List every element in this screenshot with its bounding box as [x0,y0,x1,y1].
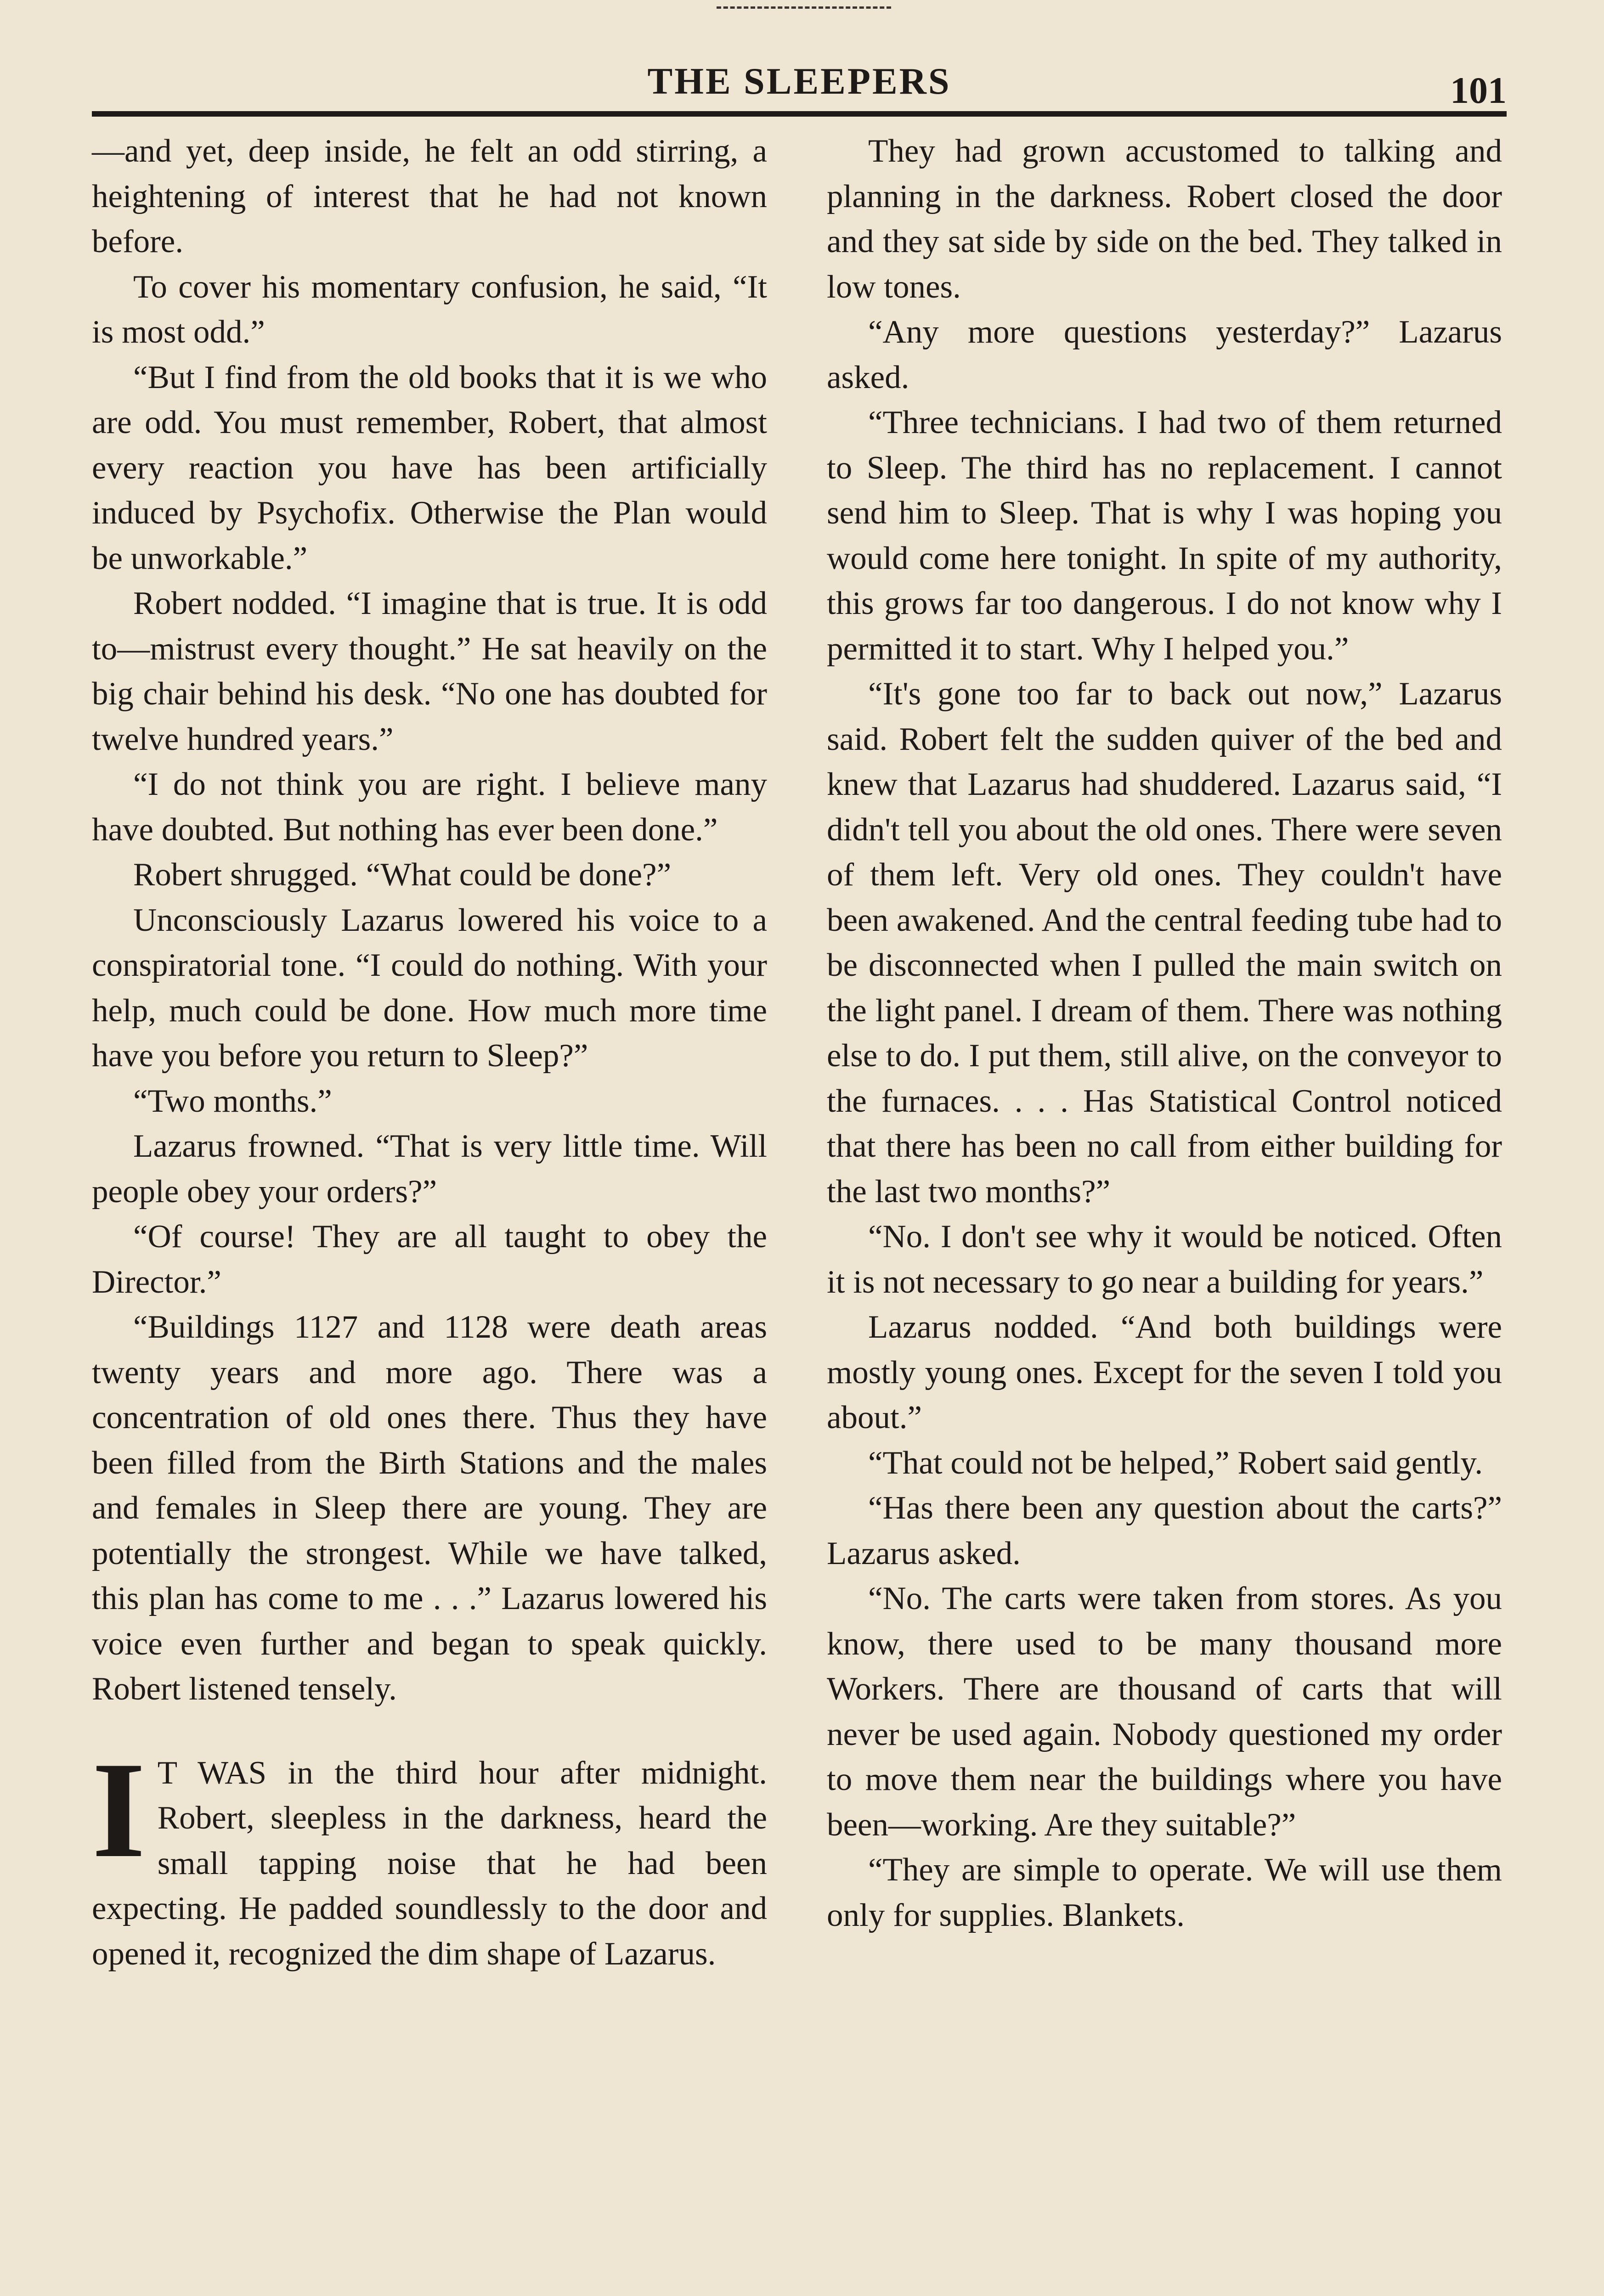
paragraph: “Three technicians. I had two of them returned to Sleep. The third has no replacement. I cannot send him to Sleep. That is why I was hoping you would come here tonight. In spite of my authority, this grows far too dangerous. I do not know why I permitted it to start. Why I helped you.” [827,405,1502,667]
paragraph: “Of course! They are all taught to obey the Director.” [92,1219,767,1300]
paragraph: Robert nodded. “I imagine that is true. It is odd to—mistrust every thought.” He sat heavily on the big chair behind his desk. “No one has doubted for twelve hundred years.” [92,585,767,757]
paragraph: To cover his momentary confusion, he said, “It is most odd.” [92,269,767,350]
paragraph: “But I find from the old books that it is we who are odd. You must remember, Robert, that almost every reaction you have has been artificially induced by Psychofix. Otherwise the Plan would be unworkable.” [92,359,767,576]
paragraph: —and yet, deep inside, he felt an odd stirring, a heightening of interest that he had not known before. [92,133,767,259]
paragraph: “Two months.” [133,1083,332,1119]
paragraph: Robert shrugged. “What could be done?” [133,857,672,893]
paragraph: “Has there been any question about the carts?” Lazarus asked. [827,1490,1502,1571]
top-ornament [717,6,891,11]
paragraph: “They are simple to operate. We will use them only for supplies. Blankets. [827,1852,1502,1933]
paragraph: “I do not think you are right. I believe many have doubted. But nothing has ever been done.” [92,766,767,848]
running-head: THE SLEEPERS [647,60,951,102]
paragraph: “No. I don't see why it would be noticed. Often it is not necessary to go near a building for years.” [827,1219,1502,1300]
paragraph: “It's gone too far to back out now,” Lazarus said. Robert felt the sudden quiver of the bed and knew that Lazarus had shuddered. Lazarus said, “I didn't tell you about the old ones. There were seven of them left. Very old ones. They couldn't have been awakened. And the central feeding tube had to be disconnected when I pulled the main switch on the light panel. I dream of them. There was nothing else to do. I put them, still alive, on the conveyor to the furnaces. . . . Has Statistical Control noticed that there has been no call from either building for the last two months?” [827,676,1502,1210]
section-opening [92,1733,767,1977]
paragraph: “No. The carts were taken from stores. As you know, there used to be many thousand more Workers. There are thousand of carts that will never be used again. Nobody questioned my order to move them near the buildings where you have been—working. Are they suitable?” [827,1581,1502,1843]
header-rule [92,111,1507,117]
paragraph: Unconsciously Lazarus lowered his voice to a conspiratorial tone. “I could do nothing. With your help, much could be done. How much more time have you before you return to Sleep?” [92,902,767,1074]
drop-cap: I [92,1733,146,1886]
right-column [827,129,1502,1938]
page-number: 101 [1450,69,1507,111]
paragraph: “Any more questions yesterday?” Lazarus asked. [827,314,1502,395]
section-text: T WAS in the third hour after midnight. Robert, sleepless in the darkness, heard the small tapping noise that he had been expecting. He padded soundlessly to the door and opened it, recognized the dim shape of Lazarus. [92,1755,767,1972]
paragraph: Lazarus nodded. “And both buildings were mostly young ones. Except for the seven I told you about.” [827,1309,1502,1435]
paragraph: Lazarus frowned. “That is very little time. Will people obey your orders?” [92,1128,767,1210]
page-header [92,55,1507,111]
section-gap [92,1712,767,1750]
paragraph: They had grown accustomed to talking and planning in the darkness. Robert closed the door and they sat side by side on the bed. They talked in low tones. [827,133,1502,305]
paragraph: “That could not be helped,” Robert said gently. [868,1445,1483,1481]
left-column [92,129,767,1976]
paragraph: “Buildings 1127 and 1128 were death areas twenty years and more ago. There was a concentration of old ones there. Thus they have been filled from the Birth Stations and the males and females in Sleep there are young. They are potentially the strongest. While we have talked, this plan has come to me . . .” Lazarus lowered his voice even further and began to speak quickly. Robert listened tensely. [92,1309,767,1707]
